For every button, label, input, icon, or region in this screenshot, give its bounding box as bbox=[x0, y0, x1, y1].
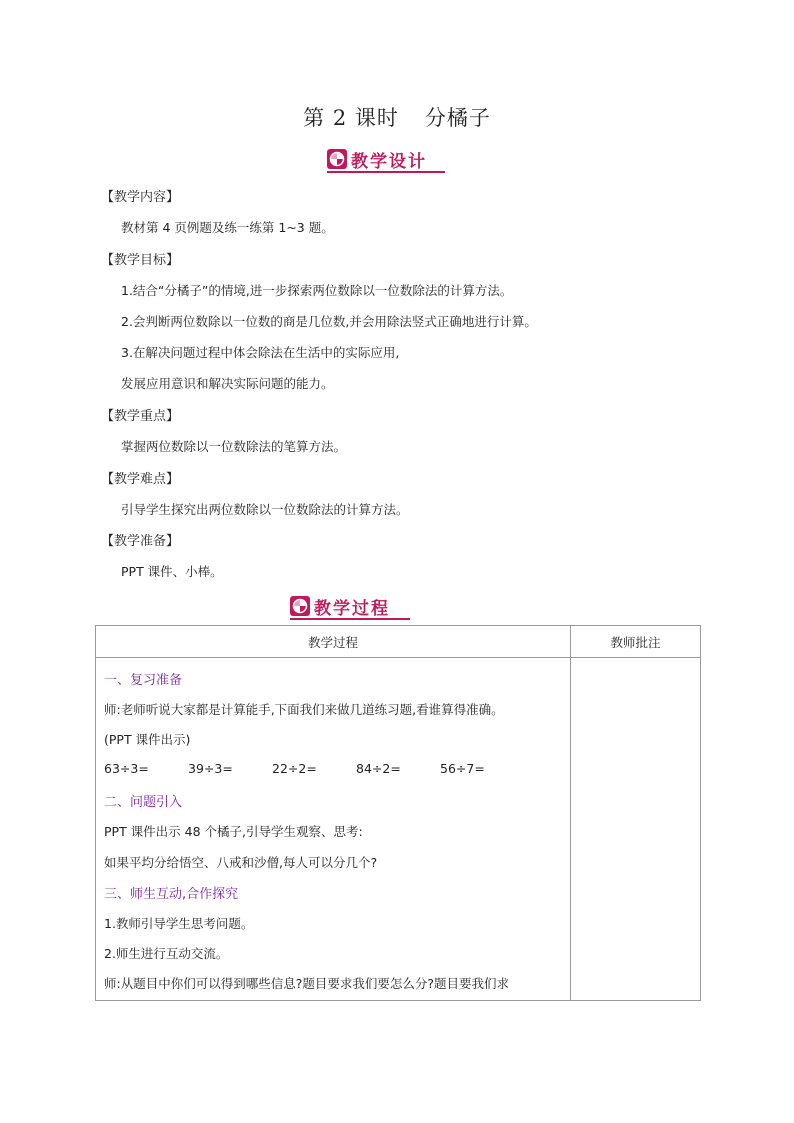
process-cell bbox=[96, 658, 571, 1001]
banner-label: 教学设计 bbox=[351, 151, 427, 172]
page-title bbox=[0, 102, 794, 132]
pinwheel-logo-icon bbox=[327, 149, 347, 169]
preparation-line: PPT 课件、小棒。 bbox=[121, 564, 223, 579]
expression: 56÷7= bbox=[440, 761, 485, 776]
banner-label: 教学过程 bbox=[314, 598, 390, 619]
table-line: 1.教师引导学生思考问题。 bbox=[104, 916, 254, 931]
content-line: 教材第 4 页例题及练一练第 1~3 题。 bbox=[121, 220, 334, 235]
objective-line-2: 2.会判断两位数除以一位数的商是几位数,并会用除法竖式正确地进行计算。 bbox=[121, 314, 537, 329]
table-header-row bbox=[96, 626, 701, 658]
expression-row bbox=[104, 761, 524, 776]
step-explore-head: 三、师生互动,合作探究 bbox=[104, 887, 239, 902]
pinwheel-logo-icon bbox=[290, 596, 310, 616]
section-head-difficulties: 【教学难点】 bbox=[101, 472, 180, 487]
table-line: PPT 课件出示 48 个橘子,引导学生观察、思考: bbox=[104, 824, 363, 839]
section-head-preparation: 【教学准备】 bbox=[101, 534, 180, 549]
step-review-head: 一、复习准备 bbox=[104, 673, 183, 688]
objective-line-3: 3.在解决问题过程中体会除法在生活中的实际应用, bbox=[121, 345, 400, 360]
keypoint-line: 掌握两位数除以一位数除法的笔算方法。 bbox=[121, 439, 347, 454]
teaching-design-banner bbox=[327, 147, 445, 173]
header-process: 教学过程 bbox=[96, 626, 571, 658]
table-body-row bbox=[96, 658, 701, 1001]
teacher-notes-cell bbox=[571, 658, 701, 1001]
process-table bbox=[95, 625, 701, 1001]
lesson-number: 第 2 课时 bbox=[303, 106, 399, 130]
table-line: 师:从题目中你们可以得到哪些信息?题目要求我们要怎么分?题目要我们求 bbox=[104, 976, 509, 991]
section-head-keypoints: 【教学重点】 bbox=[101, 409, 180, 424]
teaching-process-banner bbox=[290, 594, 410, 620]
step-intro-head: 二、问题引入 bbox=[104, 795, 183, 810]
objective-line-4: 发展应用意识和解决实际问题的能力。 bbox=[121, 376, 334, 391]
objective-line-1: 1.结合“分橘子”的情境,进一步探索两位数除以一位数除法的计算方法。 bbox=[121, 283, 513, 298]
expression: 22÷2= bbox=[272, 761, 317, 776]
section-head-objectives: 【教学目标】 bbox=[101, 253, 180, 268]
table-line: 如果平均分给悟空、八戒和沙僧,每人可以分几个? bbox=[104, 855, 378, 870]
table-line: 2.师生进行互动交流。 bbox=[104, 946, 229, 961]
expression: 39÷3= bbox=[188, 761, 233, 776]
section-head-content: 【教学内容】 bbox=[101, 190, 180, 205]
header-teacher-notes: 教师批注 bbox=[571, 626, 701, 658]
table-line: (PPT 课件出示) bbox=[104, 732, 191, 747]
table-line: 师:老师听说大家都是计算能手,下面我们来做几道练习题,看谁算得准确。 bbox=[104, 702, 504, 717]
expression: 84÷2= bbox=[356, 761, 401, 776]
lesson-name: 分橘子 bbox=[424, 106, 491, 130]
difficulty-line: 引导学生探究出两位数除以一位数除法的计算方法。 bbox=[121, 502, 409, 517]
expression: 63÷3= bbox=[104, 761, 149, 776]
